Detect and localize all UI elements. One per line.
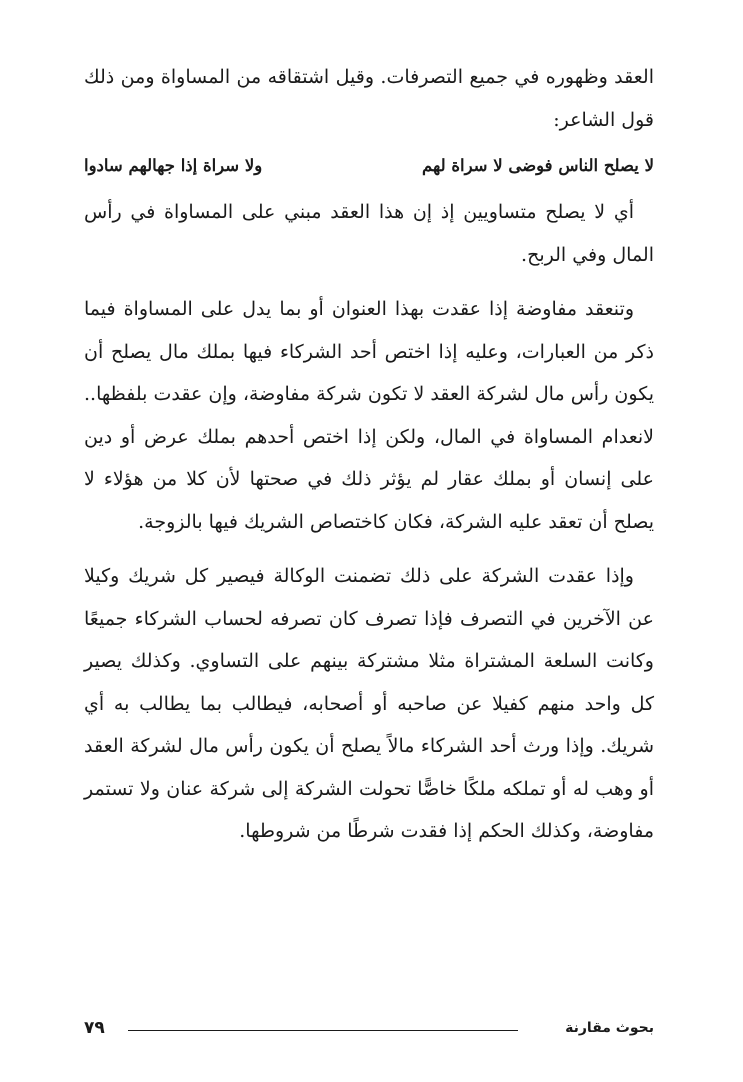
intro-paragraph: العقد وظهوره في جميع التصرفات. وقيل اشتقاقه من المساواة ومن ذلك قول الشاعر: [84,66,654,131]
poetry-verse [84,145,654,187]
body-text [84,56,654,865]
paragraph-formation: وتنعقد مفاوضة إذا عقدت بهذا العنوان أو بما يدل على المساواة فيما ذكر من العبارات، وعليه إذا اختص أحد الشركاء فيها بملك مال يصلح أن يكون رأس مال لشركة العقد لا تكون شركة مفاوضة، وإن عقدت بلفظها.. لانعدام المساواة في المال، ولكن إذا اختص أحدهم بملك عرض أو دين على إنسان أو بملك عقار لم يؤثر ذلك في صحتها لأن كلا من هؤلاء لا يصلح أن تعقد عليه الشركة، فكان كاختصاص الشريك فيها بالزوجة. [84,298,654,533]
verse-second-hemistich: ولا سراة إذا جهالهم سادوا [84,156,263,175]
running-title: بحوث مقارنة [565,1020,654,1036]
paragraph-explanation: أي لا يصلح متساويين إذ إن هذا العقد مبني على المساواة في رأس المال وفي الربح. [84,201,654,266]
page-footer [84,1016,654,1046]
paragraph-agency: وإذا عقدت الشركة على ذلك تضمنت الوكالة فيصير كل شريك وكيلا عن الآخرين في التصرف فإذا تصرف كان تصرفه لحساب الشركاء جميعًا وكانت السلعة المشتراة مثلا مشتركة بينهم على التساوي. وكذلك يصير كل واحد منهم كفيلا عن صاحبه أو أصحابه، فيطالب بما يطالب به أي شريك. وإذا ورث أحد الشركاء مالاً يصلح أن يكون رأس مال لشركة العقد أو وهب له أو تملكه ملكًا خاصًّا تحولت الشركة إلى شركة عنان ولا تستمر مفاوضة، وكذلك الحكم إذا فقدت شرطًا من شروطها. [84,565,654,842]
verse-first-hemistich: لا يصلح الناس فوضى لا سراة لهم [421,156,654,175]
footer-rule [128,1030,518,1031]
page-number: ٧٩ [84,1018,105,1038]
